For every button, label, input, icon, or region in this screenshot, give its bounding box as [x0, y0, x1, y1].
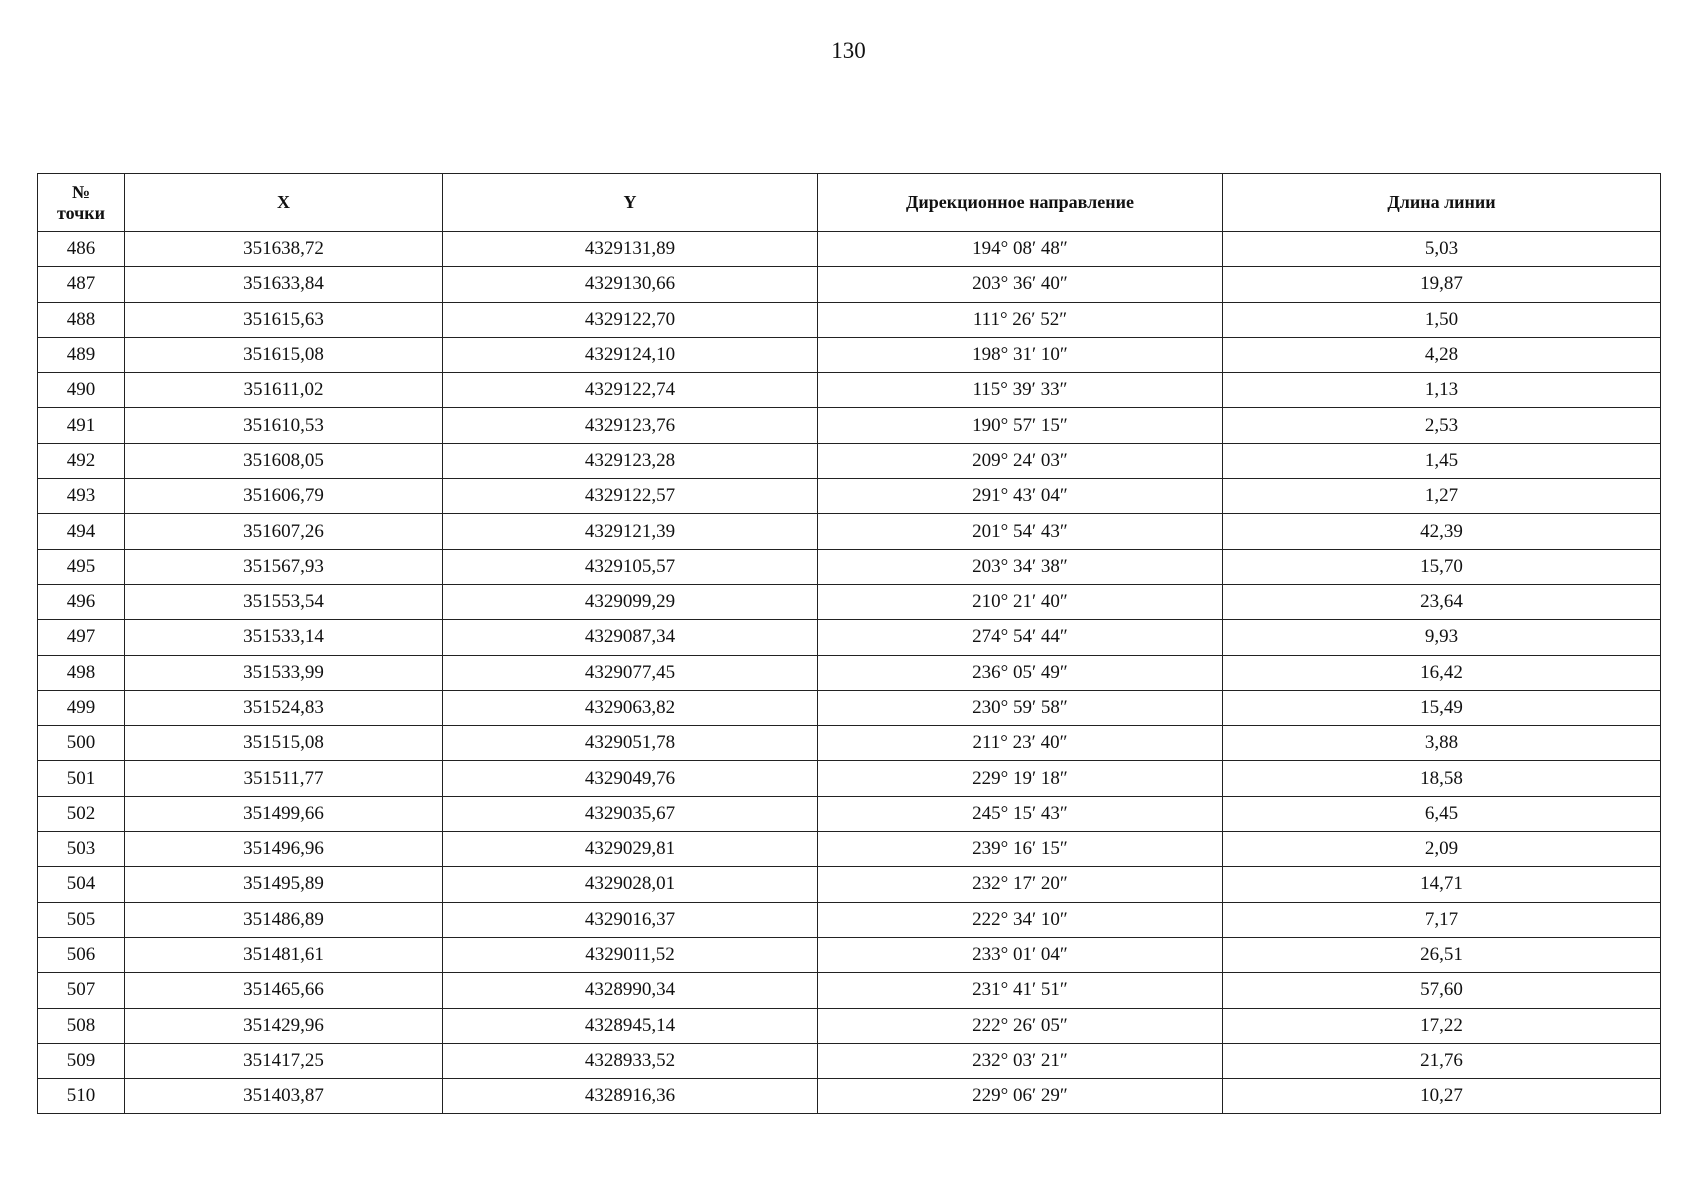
cell-direction: 203° 36′ 40″: [818, 267, 1223, 302]
cell-point-number: 498: [38, 655, 125, 690]
cell-direction: 229° 06′ 29″: [818, 1079, 1223, 1114]
table-row: [38, 690, 1661, 725]
cell-direction: 210° 21′ 40″: [818, 584, 1223, 619]
cell-x: 351499,66: [125, 796, 443, 831]
cell-point-number: 491: [38, 408, 125, 443]
cell-x: 351496,96: [125, 832, 443, 867]
table-row: [38, 302, 1661, 337]
cell-direction: 274° 54′ 44″: [818, 620, 1223, 655]
cell-point-number: 504: [38, 867, 125, 902]
cell-y: 4329121,39: [443, 514, 818, 549]
table-row: [38, 973, 1661, 1008]
cell-length: 57,60: [1223, 973, 1661, 1008]
cell-length: 2,53: [1223, 408, 1661, 443]
cell-direction: 201° 54′ 43″: [818, 514, 1223, 549]
cell-length: 2,09: [1223, 832, 1661, 867]
cell-point-number: 503: [38, 832, 125, 867]
cell-direction: 230° 59′ 58″: [818, 690, 1223, 725]
cell-direction: 236° 05′ 49″: [818, 655, 1223, 690]
cell-direction: 239° 16′ 15″: [818, 832, 1223, 867]
cell-direction: 115° 39′ 33″: [818, 373, 1223, 408]
cell-length: 5,03: [1223, 232, 1661, 267]
cell-x: 351633,84: [125, 267, 443, 302]
cell-y: 4329122,70: [443, 302, 818, 337]
table-row: [38, 584, 1661, 619]
cell-direction: 190° 57′ 15″: [818, 408, 1223, 443]
cell-point-number: 493: [38, 479, 125, 514]
cell-length: 26,51: [1223, 937, 1661, 972]
cell-direction: 233° 01′ 04″: [818, 937, 1223, 972]
cell-direction: 232° 03′ 21″: [818, 1043, 1223, 1078]
header-direction: Дирекционное направление: [818, 174, 1223, 232]
cell-direction: 203° 34′ 38″: [818, 549, 1223, 584]
cell-direction: 198° 31′ 10″: [818, 337, 1223, 372]
cell-length: 1,45: [1223, 443, 1661, 478]
cell-direction: 232° 17′ 20″: [818, 867, 1223, 902]
table-row: [38, 408, 1661, 443]
cell-direction: 111° 26′ 52″: [818, 302, 1223, 337]
cell-length: 1,27: [1223, 479, 1661, 514]
table-row: [38, 867, 1661, 902]
table-row: [38, 937, 1661, 972]
cell-y: 4329028,01: [443, 867, 818, 902]
cell-point-number: 499: [38, 690, 125, 725]
cell-x: 351417,25: [125, 1043, 443, 1078]
table-header: [38, 174, 1661, 232]
cell-point-number: 492: [38, 443, 125, 478]
cell-direction: 194° 08′ 48″: [818, 232, 1223, 267]
header-row: [38, 174, 1661, 232]
cell-direction: 211° 23′ 40″: [818, 726, 1223, 761]
cell-y: 4329122,57: [443, 479, 818, 514]
cell-x: 351608,05: [125, 443, 443, 478]
cell-length: 18,58: [1223, 761, 1661, 796]
cell-x: 351481,61: [125, 937, 443, 972]
cell-y: 4328933,52: [443, 1043, 818, 1078]
cell-y: 4329087,34: [443, 620, 818, 655]
table-row: [38, 479, 1661, 514]
cell-y: 4329011,52: [443, 937, 818, 972]
cell-length: 17,22: [1223, 1008, 1661, 1043]
cell-x: 351638,72: [125, 232, 443, 267]
header-point-label: точки: [56, 202, 106, 223]
cell-length: 1,50: [1223, 302, 1661, 337]
cell-x: 351533,14: [125, 620, 443, 655]
table-row: [38, 761, 1661, 796]
cell-y: 4329077,45: [443, 655, 818, 690]
cell-length: 3,88: [1223, 726, 1661, 761]
cell-length: 4,28: [1223, 337, 1661, 372]
table-row: [38, 337, 1661, 372]
cell-point-number: 510: [38, 1079, 125, 1114]
cell-length: 16,42: [1223, 655, 1661, 690]
cell-length: 15,70: [1223, 549, 1661, 584]
cell-x: 351615,08: [125, 337, 443, 372]
cell-direction: 245° 15′ 43″: [818, 796, 1223, 831]
cell-direction: 222° 34′ 10″: [818, 902, 1223, 937]
cell-length: 1,13: [1223, 373, 1661, 408]
table-row: [38, 1008, 1661, 1043]
cell-length: 9,93: [1223, 620, 1661, 655]
cell-x: 351606,79: [125, 479, 443, 514]
cell-point-number: 487: [38, 267, 125, 302]
cell-direction: 231° 41′ 51″: [818, 973, 1223, 1008]
table-row: [38, 514, 1661, 549]
cell-x: 351533,99: [125, 655, 443, 690]
table-body: [38, 232, 1661, 1114]
cell-length: 15,49: [1223, 690, 1661, 725]
cell-point-number: 496: [38, 584, 125, 619]
cell-y: 4329063,82: [443, 690, 818, 725]
cell-direction: 222° 26′ 05″: [818, 1008, 1223, 1043]
table-row: [38, 1079, 1661, 1114]
cell-x: 351511,77: [125, 761, 443, 796]
cell-y: 4329122,74: [443, 373, 818, 408]
cell-x: 351610,53: [125, 408, 443, 443]
cell-point-number: 495: [38, 549, 125, 584]
table-row: [38, 902, 1661, 937]
cell-direction: 291° 43′ 04″: [818, 479, 1223, 514]
table-row: [38, 796, 1661, 831]
cell-y: 4328916,36: [443, 1079, 818, 1114]
cell-length: 42,39: [1223, 514, 1661, 549]
cell-point-number: 488: [38, 302, 125, 337]
cell-point-number: 501: [38, 761, 125, 796]
cell-direction: 229° 19′ 18″: [818, 761, 1223, 796]
header-point-number: [38, 174, 125, 232]
header-length: Длина линии: [1223, 174, 1661, 232]
cell-length: 14,71: [1223, 867, 1661, 902]
cell-x: 351486,89: [125, 902, 443, 937]
cell-length: 23,64: [1223, 584, 1661, 619]
cell-x: 351429,96: [125, 1008, 443, 1043]
cell-point-number: 497: [38, 620, 125, 655]
cell-y: 4329123,76: [443, 408, 818, 443]
table-row: [38, 620, 1661, 655]
cell-y: 4329105,57: [443, 549, 818, 584]
cell-length: 19,87: [1223, 267, 1661, 302]
cell-y: 4328990,34: [443, 973, 818, 1008]
cell-point-number: 490: [38, 373, 125, 408]
table-row: [38, 232, 1661, 267]
cell-y: 4329131,89: [443, 232, 818, 267]
cell-point-number: 507: [38, 973, 125, 1008]
cell-point-number: 494: [38, 514, 125, 549]
table-row: [38, 443, 1661, 478]
header-x: X: [125, 174, 443, 232]
cell-y: 4329029,81: [443, 832, 818, 867]
cell-point-number: 508: [38, 1008, 125, 1043]
cell-x: 351553,54: [125, 584, 443, 619]
table-row: [38, 267, 1661, 302]
cell-x: 351465,66: [125, 973, 443, 1008]
cell-length: 21,76: [1223, 1043, 1661, 1078]
cell-y: 4329130,66: [443, 267, 818, 302]
cell-length: 7,17: [1223, 902, 1661, 937]
cell-x: 351495,89: [125, 867, 443, 902]
cell-point-number: 489: [38, 337, 125, 372]
table-row: [38, 373, 1661, 408]
cell-point-number: 509: [38, 1043, 125, 1078]
cell-x: 351615,63: [125, 302, 443, 337]
cell-y: 4329099,29: [443, 584, 818, 619]
cell-point-number: 486: [38, 232, 125, 267]
cell-x: 351515,08: [125, 726, 443, 761]
cell-length: 6,45: [1223, 796, 1661, 831]
cell-y: 4329124,10: [443, 337, 818, 372]
cell-point-number: 505: [38, 902, 125, 937]
table-row: [38, 1043, 1661, 1078]
cell-point-number: 506: [38, 937, 125, 972]
cell-point-number: 502: [38, 796, 125, 831]
cell-y: 4328945,14: [443, 1008, 818, 1043]
cell-y: 4329049,76: [443, 761, 818, 796]
cell-y: 4329016,37: [443, 902, 818, 937]
coordinates-table: [37, 173, 1661, 1114]
cell-x: 351607,26: [125, 514, 443, 549]
cell-x: 351524,83: [125, 690, 443, 725]
cell-y: 4329035,67: [443, 796, 818, 831]
cell-length: 10,27: [1223, 1079, 1661, 1114]
cell-y: 4329123,28: [443, 443, 818, 478]
table-row: [38, 655, 1661, 690]
cell-direction: 209° 24′ 03″: [818, 443, 1223, 478]
cell-x: 351567,93: [125, 549, 443, 584]
cell-y: 4329051,78: [443, 726, 818, 761]
cell-x: 351611,02: [125, 373, 443, 408]
header-y: Y: [443, 174, 818, 232]
table-row: [38, 726, 1661, 761]
header-point-symbol: №: [71, 181, 91, 202]
table-row: [38, 549, 1661, 584]
cell-x: 351403,87: [125, 1079, 443, 1114]
cell-point-number: 500: [38, 726, 125, 761]
table-row: [38, 832, 1661, 867]
page-number: 130: [831, 38, 866, 63]
